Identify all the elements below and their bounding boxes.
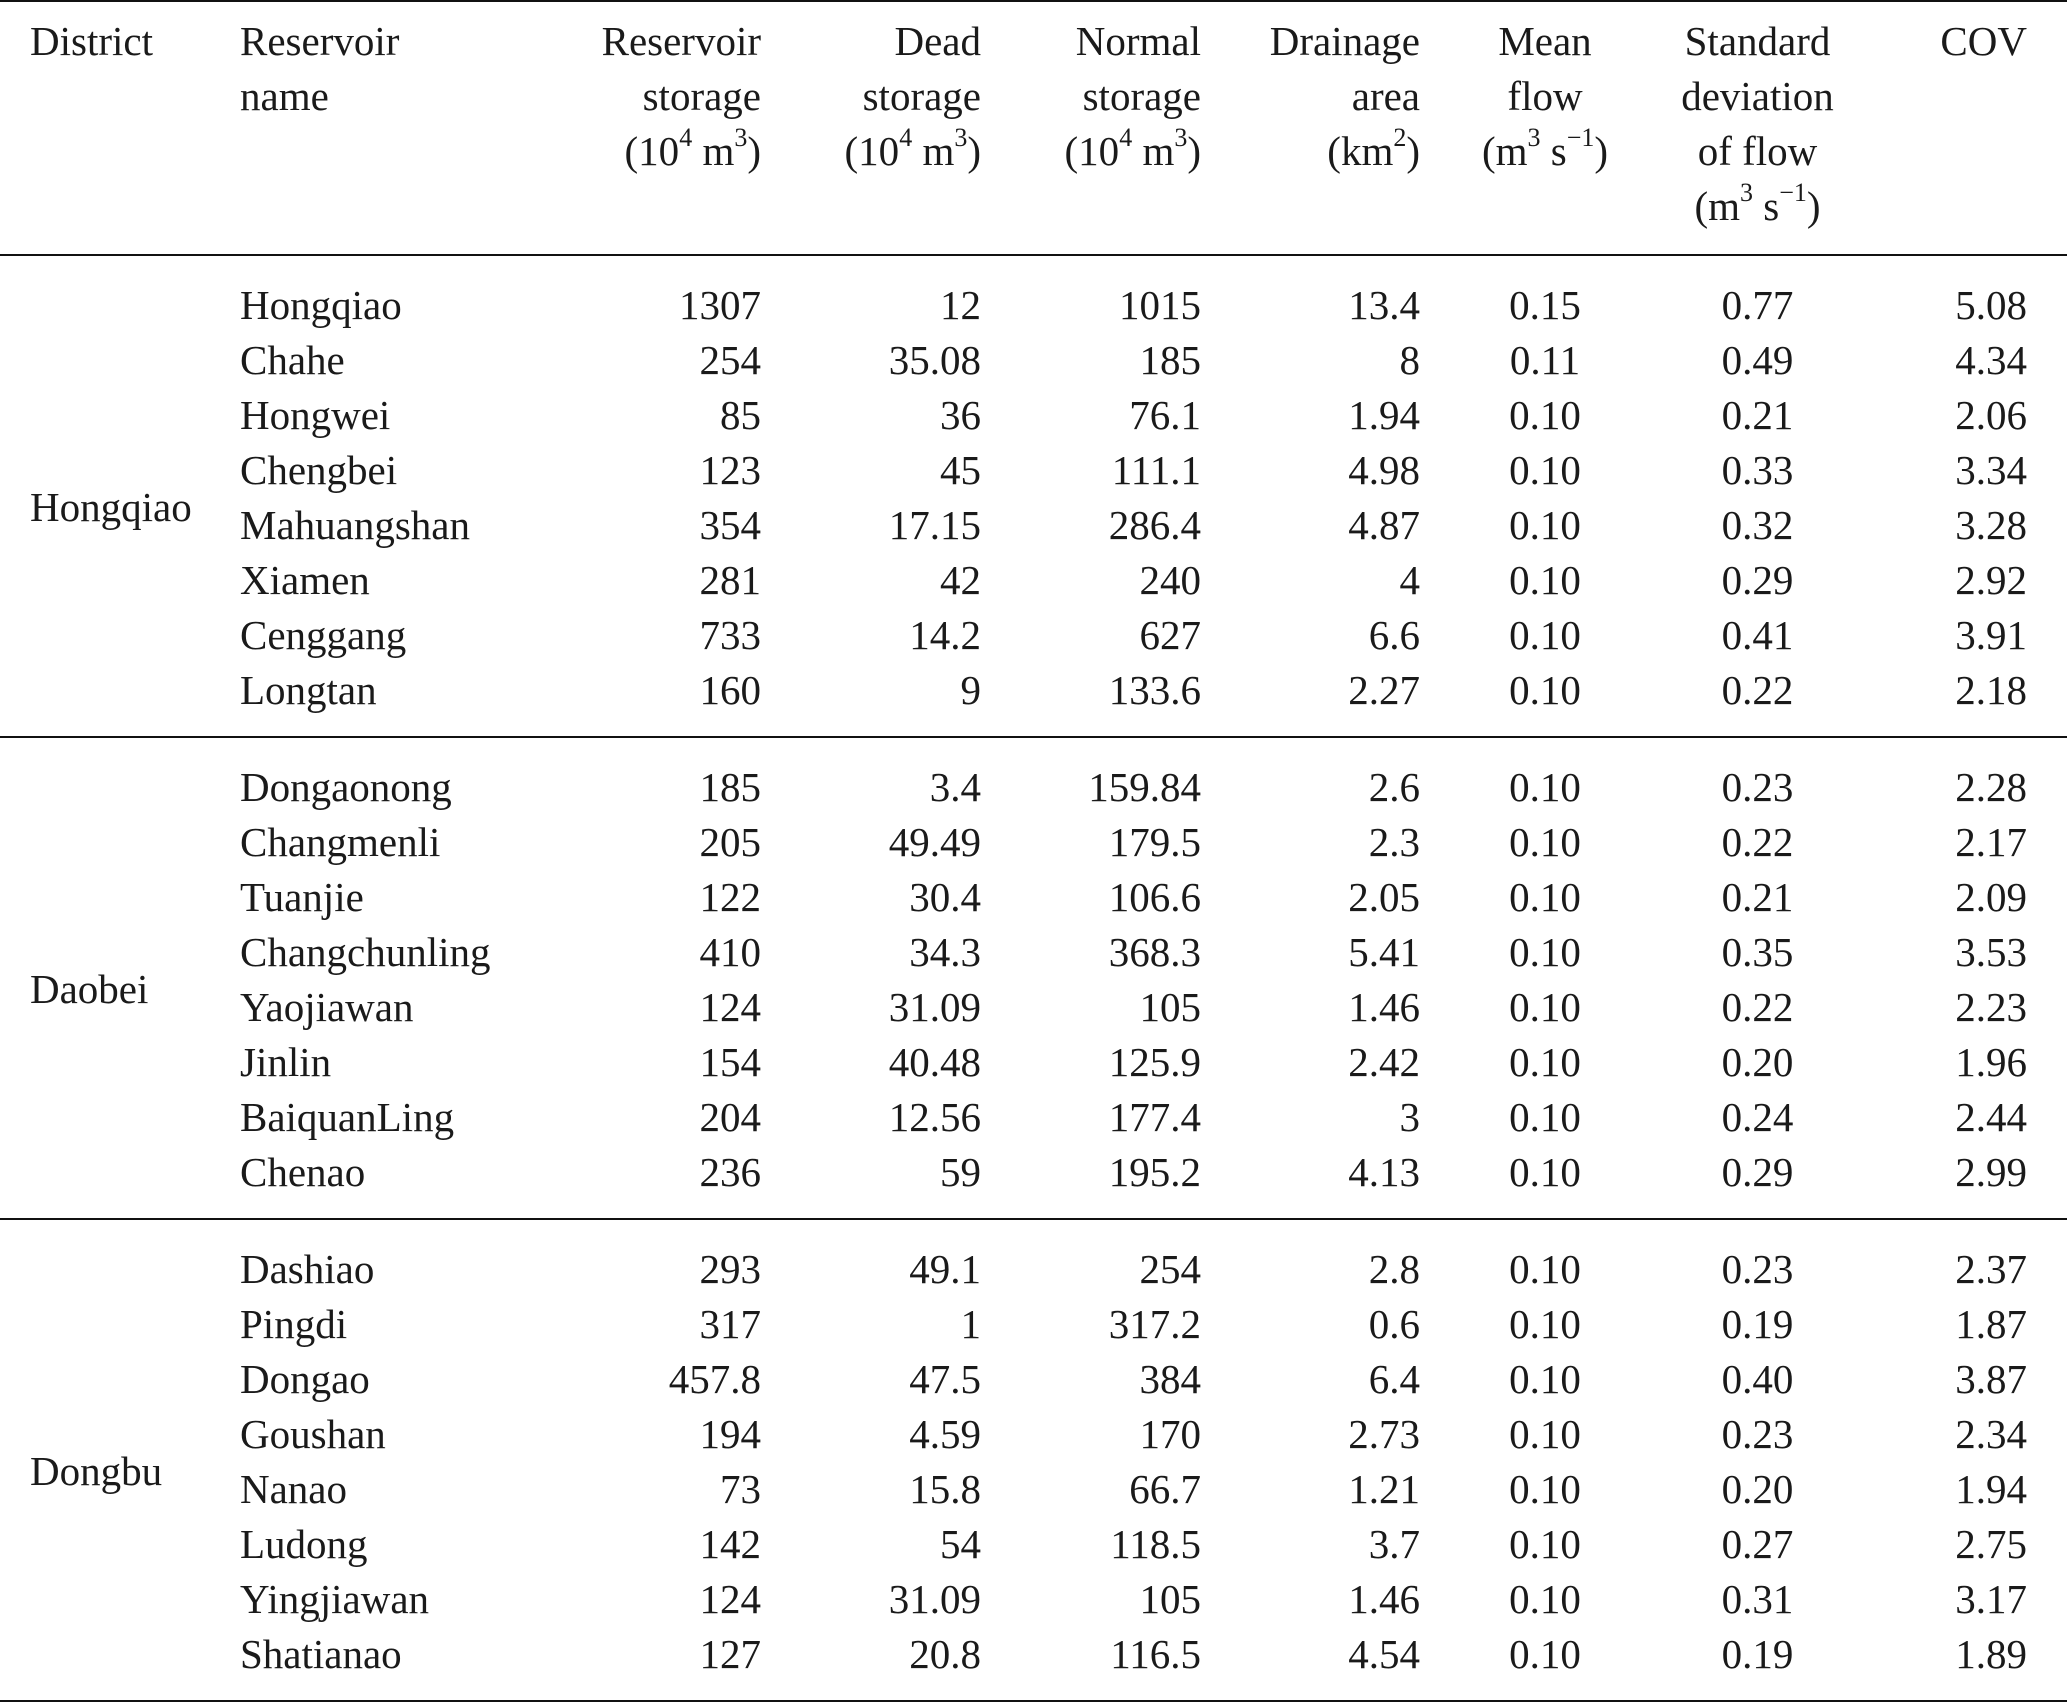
cell-normal-storage: 185 (1139, 337, 1201, 383)
cell-reservoir-name: Jinlin (240, 1039, 332, 1085)
cell-drainage-area: 1.94 (1348, 392, 1420, 438)
table-row (0, 443, 2067, 498)
table-row (0, 925, 2067, 980)
cell-dead-storage: 35.08 (888, 337, 981, 383)
cell-normal-storage: 116.5 (1110, 1631, 1201, 1677)
cell-cov: 1.96 (1955, 1039, 2027, 1085)
cell-mean-flow: 0.10 (1509, 1039, 1581, 1085)
cell-district: Daobei (30, 965, 149, 1012)
cell-dead-storage: 4.59 (909, 1411, 981, 1457)
cell-drainage-area: 8 (1399, 337, 1420, 383)
cell-normal-storage: 125.9 (1108, 1039, 1201, 1085)
cell-drainage-area: 2.05 (1348, 874, 1420, 920)
cell-drainage-area: 1.46 (1348, 1576, 1420, 1622)
table-row (0, 1407, 2067, 1462)
cell-drainage-area: 0.6 (1368, 1301, 1420, 1347)
cell-district: Dongbu (30, 1447, 163, 1494)
cell-reservoir-name: Chengbei (240, 447, 398, 493)
cell-std-flow: 0.29 (1721, 557, 1794, 603)
cell-mean-flow: 0.10 (1509, 819, 1581, 865)
cell-normal-storage: 170 (1139, 1411, 1201, 1457)
cell-std-flow: 0.19 (1721, 1301, 1794, 1347)
cell-normal-storage: 317.2 (1108, 1301, 1201, 1347)
table-row (0, 498, 2067, 553)
cell-reservoir-name: Pingdi (240, 1301, 348, 1347)
cell-reservoir-name: Goushan (240, 1411, 386, 1457)
cell-std-flow: 0.29 (1721, 1149, 1794, 1195)
cell-dead-storage: 20.8 (909, 1631, 981, 1677)
cell-cov: 1.89 (1955, 1631, 2027, 1677)
cell-normal-storage: 118.5 (1110, 1521, 1201, 1567)
cell-std-flow: 0.19 (1721, 1631, 1794, 1677)
table-row (0, 1627, 2067, 1701)
cell-normal-storage: 179.5 (1108, 819, 1201, 865)
cell-normal-storage: 195.2 (1108, 1149, 1201, 1195)
cell-normal-storage: 133.6 (1108, 667, 1201, 713)
cell-normal-storage: 105 (1139, 1576, 1201, 1622)
cell-mean-flow: 0.10 (1509, 1094, 1581, 1140)
cell-reservoir-storage: 354 (699, 502, 761, 548)
cell-normal-storage: 106.6 (1108, 874, 1201, 920)
cell-reservoir-name: Chenao (240, 1149, 366, 1195)
cell-normal-storage: 105 (1139, 984, 1201, 1030)
cell-cov: 2.75 (1955, 1521, 2027, 1567)
cell-std-flow: 0.21 (1721, 392, 1794, 438)
cell-reservoir-storage: 236 (699, 1149, 761, 1195)
cell-dead-storage: 9 (960, 667, 981, 713)
cell-cov: 2.34 (1955, 1411, 2027, 1457)
cell-mean-flow: 0.10 (1509, 1411, 1581, 1457)
cell-mean-flow: 0.10 (1509, 1149, 1581, 1195)
cell-mean-flow: 0.10 (1509, 1521, 1581, 1567)
cell-std-flow: 0.27 (1721, 1521, 1794, 1567)
cell-std-flow: 0.35 (1721, 929, 1794, 975)
cell-dead-storage: 49.49 (888, 819, 981, 865)
cell-dead-storage: 47.5 (909, 1356, 981, 1402)
cell-cov: 3.91 (1955, 612, 2027, 658)
district-group (0, 737, 2067, 1219)
cell-std-flow: 0.32 (1721, 502, 1794, 548)
cell-dead-storage: 14.2 (909, 612, 981, 658)
cell-cov: 4.34 (1955, 337, 2027, 383)
cell-std-flow: 0.22 (1721, 819, 1794, 865)
cell-mean-flow: 0.10 (1509, 1246, 1581, 1292)
cell-reservoir-storage: 73 (720, 1466, 761, 1512)
cell-std-flow: 0.40 (1721, 1356, 1794, 1402)
cell-normal-storage: 384 (1139, 1356, 1201, 1402)
cell-std-flow: 0.23 (1721, 764, 1794, 810)
table-row (0, 1572, 2067, 1627)
cell-cov: 2.06 (1955, 392, 2027, 438)
cell-std-flow: 0.49 (1721, 337, 1794, 383)
cell-dead-storage: 40.48 (888, 1039, 981, 1085)
cell-std-flow: 0.33 (1721, 447, 1794, 493)
cell-reservoir-name: Hongqiao (240, 282, 402, 328)
cell-reservoir-storage: 205 (699, 819, 761, 865)
table-row (0, 333, 2067, 388)
cell-mean-flow: 0.10 (1509, 1356, 1581, 1402)
cell-cov: 1.87 (1955, 1301, 2027, 1347)
cell-dead-storage: 59 (940, 1149, 981, 1195)
cell-cov: 3.28 (1955, 502, 2027, 548)
cell-reservoir-name: BaiquanLing (240, 1094, 455, 1140)
header-std-flow: Standard deviation of flow ($m^3$ $s^{-1}$) (1681, 18, 1834, 229)
cell-dead-storage: 30.4 (909, 874, 981, 920)
table-row (0, 1297, 2067, 1352)
table-row (0, 1090, 2067, 1145)
cell-reservoir-name: Hongwei (240, 392, 391, 438)
cell-reservoir-storage: 293 (699, 1246, 761, 1292)
cell-reservoir-storage: 124 (699, 984, 761, 1030)
table-row (0, 1145, 2067, 1219)
cell-reservoir-storage: 142 (699, 1521, 761, 1567)
cell-mean-flow: 0.10 (1509, 764, 1581, 810)
cell-reservoir-storage: 160 (699, 667, 761, 713)
cell-drainage-area: 2.42 (1348, 1039, 1420, 1085)
cell-std-flow: 0.31 (1721, 1576, 1794, 1622)
cell-mean-flow: 0.10 (1509, 502, 1581, 548)
cell-dead-storage: 15.8 (909, 1466, 981, 1512)
cell-reservoir-name: Tuanjie (240, 874, 364, 920)
cell-normal-storage: 1015 (1119, 282, 1201, 328)
cell-reservoir-name: Cenggang (240, 612, 407, 658)
table-row (0, 1219, 2067, 1297)
header-district: District (30, 18, 153, 64)
cell-std-flow: 0.21 (1721, 874, 1794, 920)
table-row (0, 1462, 2067, 1517)
cell-reservoir-name: Yaojiawan (240, 984, 414, 1030)
cell-reservoir-name: Dongaonong (240, 764, 452, 810)
header-dead-storage: Dead storage ($10^4$ $m^3$) (844, 18, 981, 174)
cell-reservoir-name: Changmenli (240, 819, 441, 865)
cell-reservoir-storage: 124 (699, 1576, 761, 1622)
cell-cov: 1.94 (1955, 1466, 2027, 1512)
cell-reservoir-name: Ludong (240, 1521, 368, 1567)
table-row (0, 388, 2067, 443)
header-mean-flow: Mean flow ($m^3$ $s^{-1}$) (1481, 18, 1609, 174)
cell-drainage-area: 2.3 (1368, 819, 1420, 865)
cell-drainage-area: 5.41 (1348, 929, 1420, 975)
cell-reservoir-name: Mahuangshan (240, 502, 471, 548)
cell-dead-storage: 1 (960, 1301, 981, 1347)
cell-std-flow: 0.23 (1721, 1411, 1794, 1457)
cell-mean-flow: 0.10 (1509, 1631, 1581, 1677)
cell-dead-storage: 36 (940, 392, 981, 438)
cell-mean-flow: 0.10 (1509, 667, 1581, 713)
cell-mean-flow: 0.10 (1509, 392, 1581, 438)
table-row (0, 870, 2067, 925)
cell-reservoir-name: Yingjiawan (240, 1576, 430, 1622)
cell-drainage-area: 4.54 (1348, 1631, 1420, 1677)
district-group (0, 1219, 2067, 1701)
district-group (0, 255, 2067, 737)
cell-reservoir-name: Nanao (240, 1466, 348, 1512)
cell-normal-storage: 627 (1139, 612, 1201, 658)
cell-reservoir-name: Chahe (240, 337, 345, 383)
cell-std-flow: 0.22 (1721, 984, 1794, 1030)
cell-reservoir-name: Shatianao (240, 1631, 402, 1677)
cell-reservoir-storage: 154 (699, 1039, 761, 1085)
cell-reservoir-storage: 281 (699, 557, 761, 603)
cell-drainage-area: 2.8 (1368, 1246, 1420, 1292)
table-row (0, 815, 2067, 870)
header-reservoir-storage: Reservoir storage ($10^4$ $m^3$) (601, 18, 761, 174)
cell-drainage-area: 3 (1399, 1094, 1420, 1140)
cell-cov: 5.08 (1955, 282, 2027, 328)
cell-reservoir-name: Xiamen (240, 557, 370, 603)
cell-reservoir-storage: 317 (699, 1301, 761, 1347)
cell-reservoir-storage: 194 (699, 1411, 761, 1457)
cell-mean-flow: 0.10 (1509, 1576, 1581, 1622)
cell-reservoir-name: Dashiao (240, 1246, 375, 1292)
cell-std-flow: 0.22 (1721, 667, 1794, 713)
cell-dead-storage: 49.1 (909, 1246, 981, 1292)
cell-dead-storage: 17.15 (888, 502, 981, 548)
cell-reservoir-storage: 457.8 (668, 1356, 761, 1402)
cell-cov: 2.28 (1955, 764, 2027, 810)
table-row (0, 255, 2067, 333)
cell-drainage-area: 6.6 (1368, 612, 1420, 658)
cell-dead-storage: 12 (940, 282, 981, 328)
cell-mean-flow: 0.10 (1509, 612, 1581, 658)
cell-drainage-area: 4.13 (1348, 1149, 1420, 1195)
cell-reservoir-storage: 254 (699, 337, 761, 383)
cell-mean-flow: 0.10 (1509, 1301, 1581, 1347)
cell-reservoir-name: Longtan (240, 667, 377, 713)
table-row (0, 980, 2067, 1035)
cell-cov: 2.92 (1955, 557, 2027, 603)
cell-normal-storage: 286.4 (1108, 502, 1201, 548)
cell-mean-flow: 0.10 (1509, 874, 1581, 920)
cell-cov: 2.18 (1955, 667, 2027, 713)
cell-reservoir-storage: 1307 (679, 282, 761, 328)
cell-cov: 3.17 (1955, 1576, 2027, 1622)
cell-mean-flow: 0.10 (1509, 984, 1581, 1030)
cell-mean-flow: 0.10 (1509, 929, 1581, 975)
cell-reservoir-name: Changchunling (240, 929, 491, 975)
cell-mean-flow: 0.10 (1509, 557, 1581, 603)
cell-reservoir-storage: 204 (699, 1094, 761, 1140)
cell-normal-storage: 177.4 (1108, 1094, 1201, 1140)
cell-drainage-area: 4 (1399, 557, 1420, 603)
cell-drainage-area: 4.87 (1348, 502, 1420, 548)
cell-drainage-area: 2.6 (1368, 764, 1420, 810)
cell-dead-storage: 12.56 (888, 1094, 981, 1140)
cell-cov: 2.99 (1955, 1149, 2027, 1195)
cell-dead-storage: 42 (940, 557, 981, 603)
cell-std-flow: 0.41 (1721, 612, 1794, 658)
cell-mean-flow: 0.11 (1509, 337, 1581, 383)
cell-cov: 2.37 (1955, 1246, 2027, 1292)
cell-normal-storage: 111.1 (1111, 447, 1201, 493)
table-row (0, 608, 2067, 663)
cell-mean-flow: 0.10 (1509, 447, 1581, 493)
cell-cov: 3.53 (1955, 929, 2027, 975)
cell-std-flow: 0.23 (1721, 1246, 1794, 1292)
cell-dead-storage: 34.3 (909, 929, 981, 975)
cell-dead-storage: 3.4 (929, 764, 981, 810)
cell-drainage-area: 6.4 (1368, 1356, 1420, 1402)
cell-mean-flow: 0.15 (1509, 282, 1581, 328)
cell-reservoir-storage: 123 (699, 447, 761, 493)
cell-cov: 2.09 (1955, 874, 2027, 920)
cell-mean-flow: 0.10 (1509, 1466, 1581, 1512)
cell-dead-storage: 45 (940, 447, 981, 493)
cell-reservoir-storage: 122 (699, 874, 761, 920)
cell-normal-storage: 254 (1139, 1246, 1201, 1292)
table-row (0, 1352, 2067, 1407)
cell-normal-storage: 159.84 (1088, 764, 1201, 810)
cell-drainage-area: 4.98 (1348, 447, 1420, 493)
table-row (0, 663, 2067, 737)
table-row (0, 1035, 2067, 1090)
cell-reservoir-storage: 733 (699, 612, 761, 658)
cell-cov: 2.17 (1955, 819, 2027, 865)
cell-normal-storage: 66.7 (1129, 1466, 1201, 1512)
cell-reservoir-storage: 127 (699, 1631, 761, 1677)
table-header (0, 1, 2067, 255)
cell-cov: 2.23 (1955, 984, 2027, 1030)
cell-normal-storage: 368.3 (1108, 929, 1201, 975)
header-reservoir-name: Reservoir name (240, 18, 400, 119)
cell-std-flow: 0.77 (1721, 282, 1794, 328)
cell-std-flow: 0.20 (1721, 1039, 1794, 1085)
cell-cov: 3.87 (1955, 1356, 2027, 1402)
cell-cov: 2.44 (1955, 1094, 2027, 1140)
cell-dead-storage: 31.09 (888, 984, 981, 1030)
header-cov: COV (1940, 18, 2027, 64)
cell-drainage-area: 1.21 (1348, 1466, 1420, 1512)
table-row (0, 737, 2067, 815)
cell-reservoir-storage: 85 (720, 392, 761, 438)
cell-cov: 3.34 (1955, 447, 2027, 493)
cell-district: Hongqiao (30, 483, 192, 530)
cell-std-flow: 0.24 (1721, 1094, 1794, 1140)
cell-drainage-area: 13.4 (1348, 282, 1420, 328)
cell-dead-storage: 54 (940, 1521, 981, 1567)
cell-drainage-area: 3.7 (1368, 1521, 1420, 1567)
cell-reservoir-storage: 410 (699, 929, 761, 975)
cell-drainage-area: 2.27 (1348, 667, 1420, 713)
header-drainage-area: Drainage area $(km^2)$ (1269, 18, 1420, 174)
cell-dead-storage: 31.09 (888, 1576, 981, 1622)
cell-drainage-area: 2.73 (1348, 1411, 1420, 1457)
cell-reservoir-storage: 185 (699, 764, 761, 810)
cell-std-flow: 0.20 (1721, 1466, 1794, 1512)
table-row (0, 553, 2067, 608)
cell-normal-storage: 76.1 (1129, 392, 1201, 438)
table-row (0, 1517, 2067, 1572)
cell-normal-storage: 240 (1139, 557, 1201, 603)
cell-drainage-area: 1.46 (1348, 984, 1420, 1030)
cell-reservoir-name: Dongao (240, 1356, 370, 1402)
header-normal-storage: Normal storage ($10^4$ $m^3$) (1064, 18, 1201, 174)
